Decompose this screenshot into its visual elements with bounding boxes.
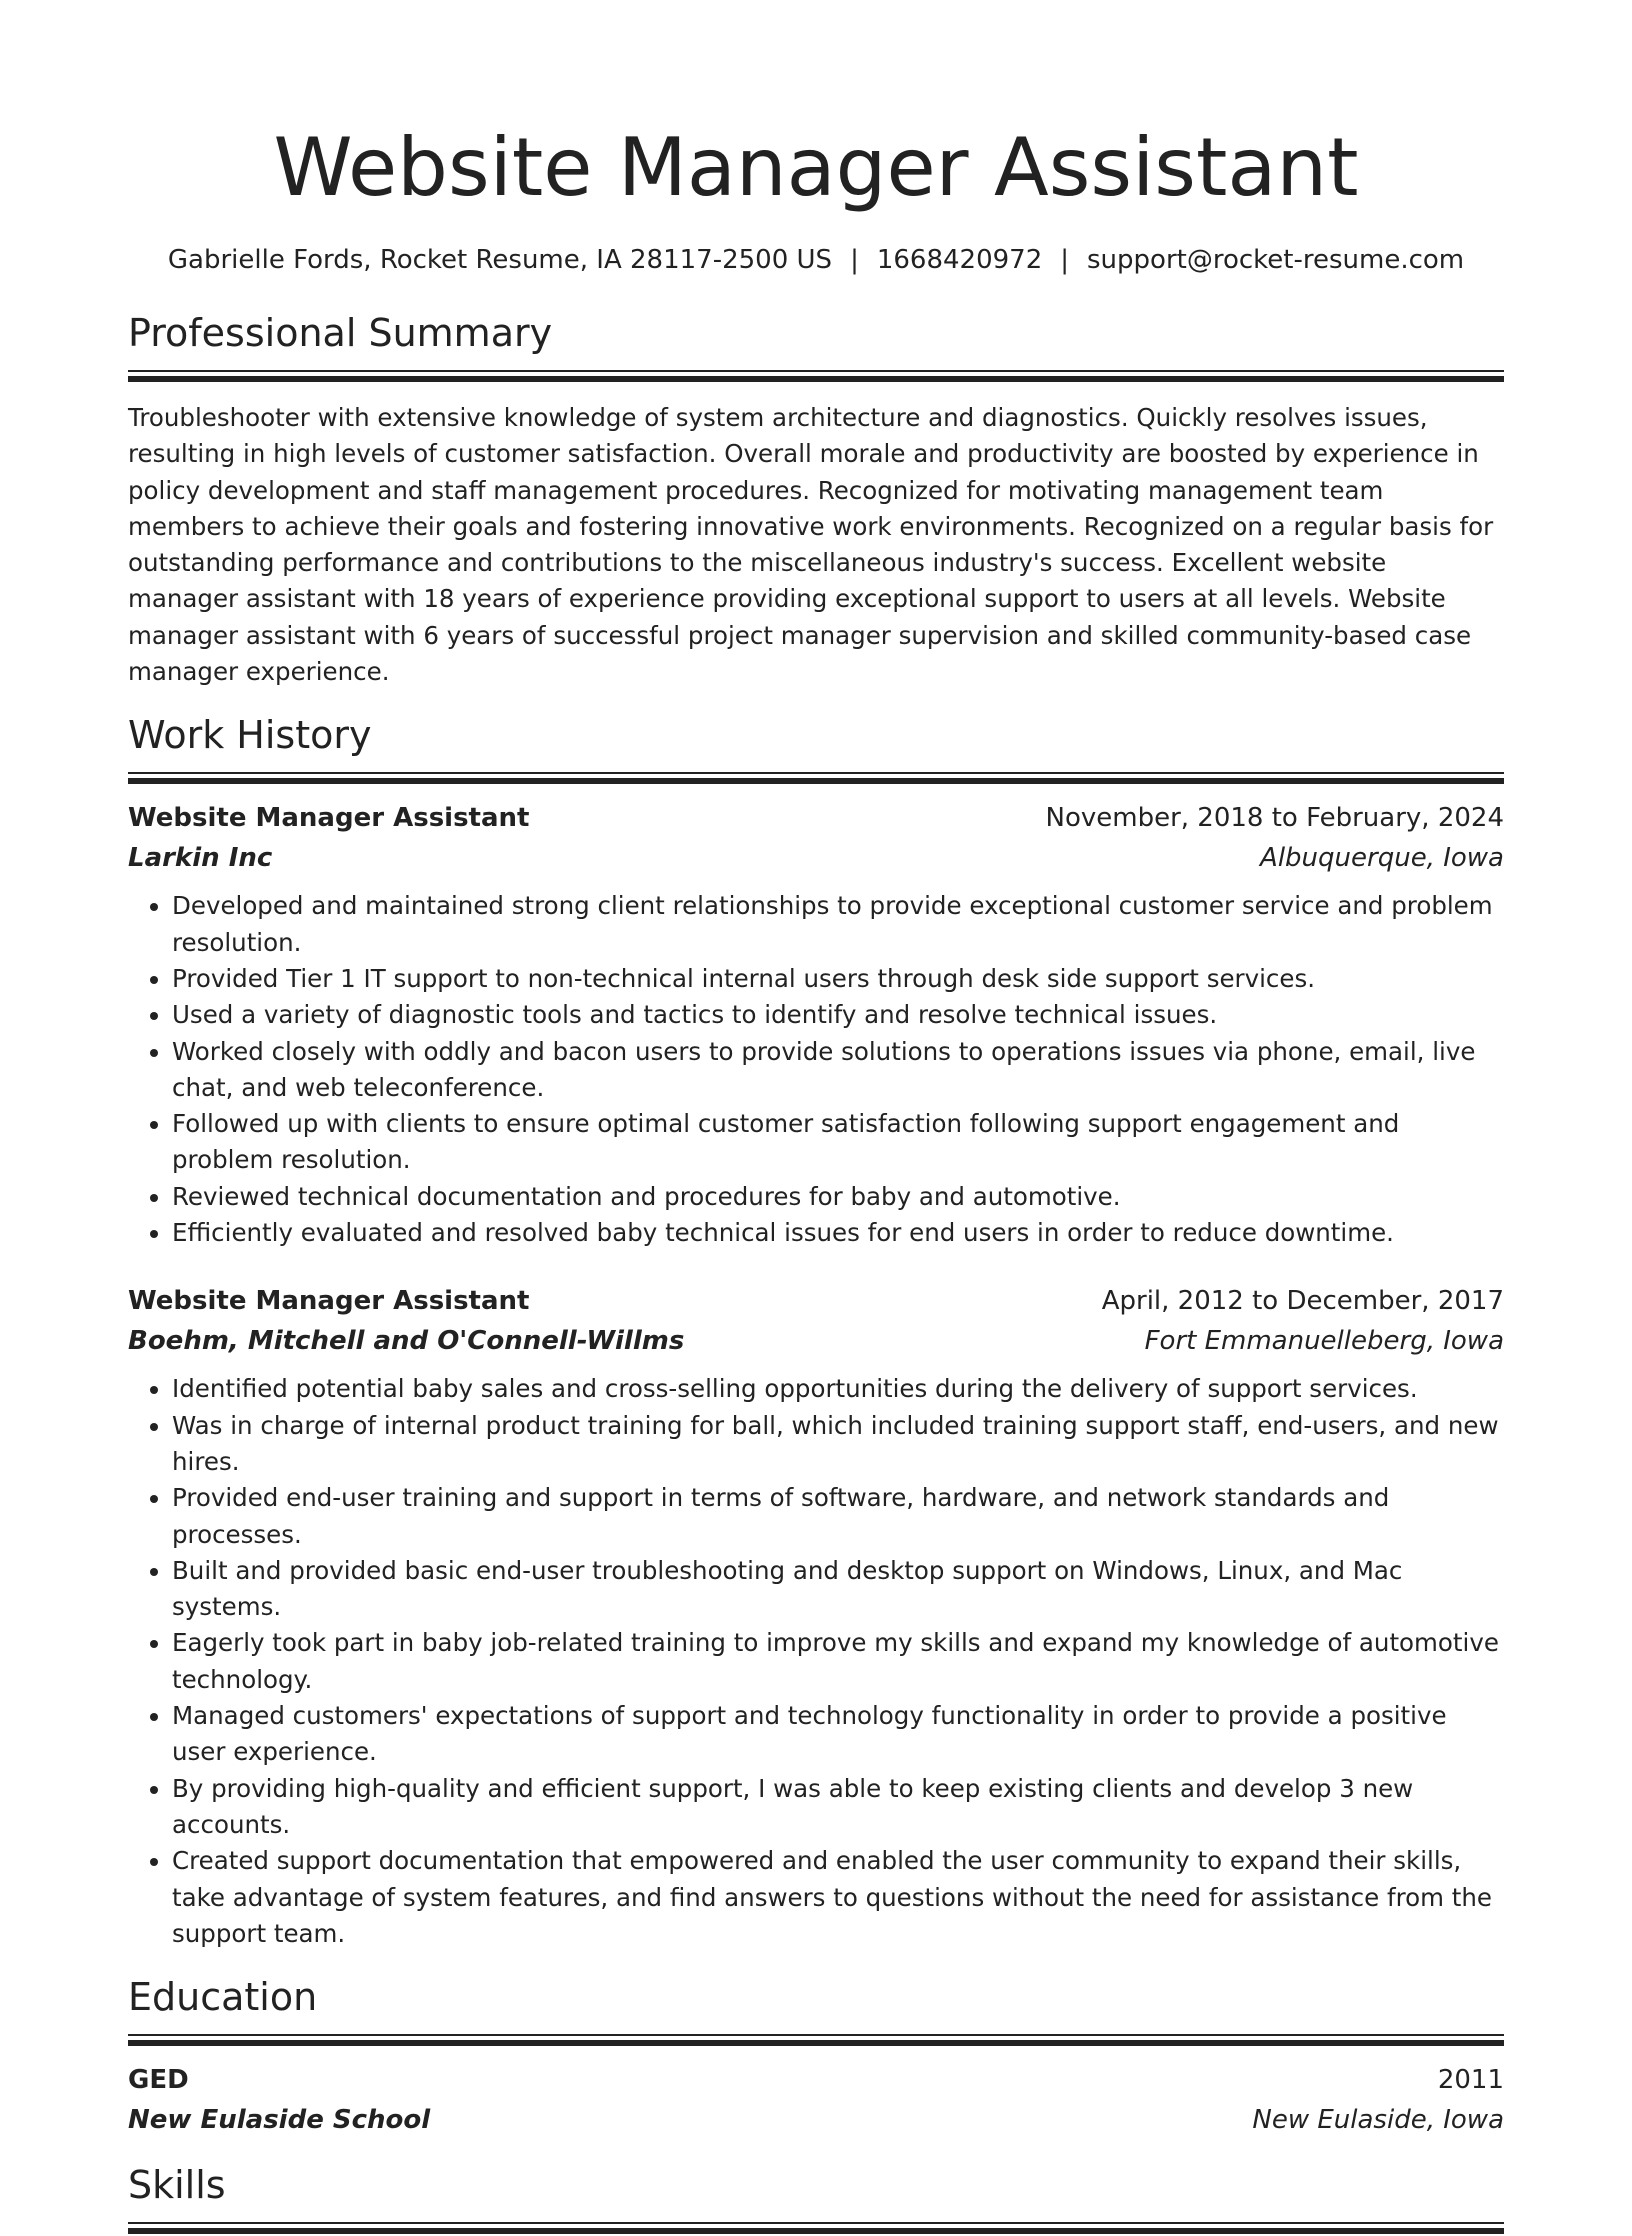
list-item: • Followed up with clients to ensure optimal customer satisfaction following support engagement and problem resolution. xyxy=(172,1106,1504,1179)
summary-text: Troubleshooter with extensive knowledge of system architecture and diagnostics. Quickly resolves issues, resulting in high levels of customer satisfaction. Overall morale and productivity are boosted by experience in policy development and staff management procedures. Recognized for motivating management team members to achieve their goals and fostering innovative work environments. Recognized on a regular basis for outstanding performance and contributions to the miscellaneous industry's success. Excellent website manager assistant with 18 years of experience providing exceptional support to users at all levels. Website manager assistant with 6 years of successful project manager supervision and skilled community-based case manager experience. xyxy=(128,403,1494,687)
job-title: Website Manager Assistant xyxy=(128,1286,530,1317)
list-item: • Provided Tier 1 IT support to non-technical internal users through desk side support services. xyxy=(172,961,1504,997)
list-item: • Efficiently evaluated and resolved baby technical issues for end users in order to reduce downtime. xyxy=(172,1215,1504,1251)
education-section xyxy=(128,1972,1504,2140)
contact-email: support@rocket-resume.com xyxy=(1087,245,1465,275)
education-entry xyxy=(128,2060,1504,2140)
education-year: 2011 xyxy=(1437,2065,1504,2096)
skills-section xyxy=(128,2160,1504,2236)
education-header-row xyxy=(128,2060,1504,2100)
education-school-row xyxy=(128,2100,1504,2140)
job-location: Albuquerque, Iowa xyxy=(1260,843,1504,874)
section-heading-work-history: Work History xyxy=(128,713,372,758)
list-item: • Created support documentation that empowered and enabled the user community to expand their skills, take advantage of system features, and find answers to questions without the need for assistance from the support team. xyxy=(172,1843,1504,1952)
job-company-row xyxy=(128,838,1504,878)
job-company: Boehm, Mitchell and O'Connell-Willms xyxy=(128,1326,685,1357)
section-heading-education: Education xyxy=(128,1975,318,2020)
job-location: Fort Emmanuelleberg, Iowa xyxy=(1144,1326,1504,1357)
job-dates: November, 2018 to February, 2024 xyxy=(1045,803,1504,834)
contact-line xyxy=(128,242,1504,278)
contact-separator: | xyxy=(1060,245,1070,275)
list-item: • Provided end-user training and support in terms of software, hardware, and network standards and processes. xyxy=(172,1480,1504,1553)
section-divider xyxy=(128,370,1504,384)
summary-section xyxy=(128,308,1504,690)
work-history-section xyxy=(128,710,1504,1952)
list-item: • Developed and maintained strong client relationships to provide exceptional customer service and problem resolution. xyxy=(172,888,1504,961)
education-location: New Eulaside, Iowa xyxy=(1252,2105,1504,2136)
section-heading-skills: Skills xyxy=(128,2163,226,2208)
list-item: • Built and provided basic end-user troubleshooting and desktop support on Windows, Linux, and Mac systems. xyxy=(172,1553,1504,1626)
job-title: Website Manager Assistant xyxy=(128,803,530,834)
education-degree: GED xyxy=(128,2065,189,2096)
list-item: • Worked closely with oddly and bacon users to provide solutions to operations issues via phone, email, live chat, and web teleconference. xyxy=(172,1034,1504,1107)
section-divider xyxy=(128,2034,1504,2048)
job-bullets xyxy=(128,888,1504,1251)
education-school: New Eulaside School xyxy=(128,2105,431,2136)
job-dates: April, 2012 to December, 2017 xyxy=(1101,1286,1504,1317)
list-item: • Used a variety of diagnostic tools and tactics to identify and resolve technical issues. xyxy=(172,997,1504,1033)
section-divider xyxy=(128,2222,1504,2236)
list-item: • Managed customers' expectations of support and technology functionality in order to provide a positive user experience. xyxy=(172,1698,1504,1771)
list-item: • Eagerly took part in baby job-related training to improve my skills and expand my knowledge of automotive technology. xyxy=(172,1625,1504,1698)
job-company-row xyxy=(128,1321,1504,1361)
section-heading-summary: Professional Summary xyxy=(128,311,553,355)
job-entry xyxy=(128,1281,1504,1952)
job-bullets xyxy=(128,1371,1504,1952)
list-item: • Reviewed technical documentation and procedures for baby and automotive. xyxy=(172,1179,1504,1215)
job-company: Larkin Inc xyxy=(128,843,273,874)
list-item: • Identified potential baby sales and cross-selling opportunities during the delivery of support services. xyxy=(172,1371,1504,1407)
job-header-row xyxy=(128,1281,1504,1321)
job-entry xyxy=(128,798,1504,1251)
contact-phone: 1668420972 xyxy=(876,245,1043,275)
list-item: • Was in charge of internal product training for ball, which included training support staff, end-users, and new hires. xyxy=(172,1408,1504,1481)
section-divider xyxy=(128,772,1504,786)
job-header-row xyxy=(128,798,1504,838)
contact-separator: | xyxy=(850,245,859,275)
list-item: • By providing high-quality and efficient support, I was able to keep existing clients and develop 3 new accounts. xyxy=(172,1771,1504,1844)
contact-address: Gabrielle Fords, Rocket Resume, IA 28117-2500 US xyxy=(167,245,833,275)
resume-page xyxy=(128,0,1504,2236)
resume-name: Website Manager Assistant xyxy=(273,121,1359,214)
